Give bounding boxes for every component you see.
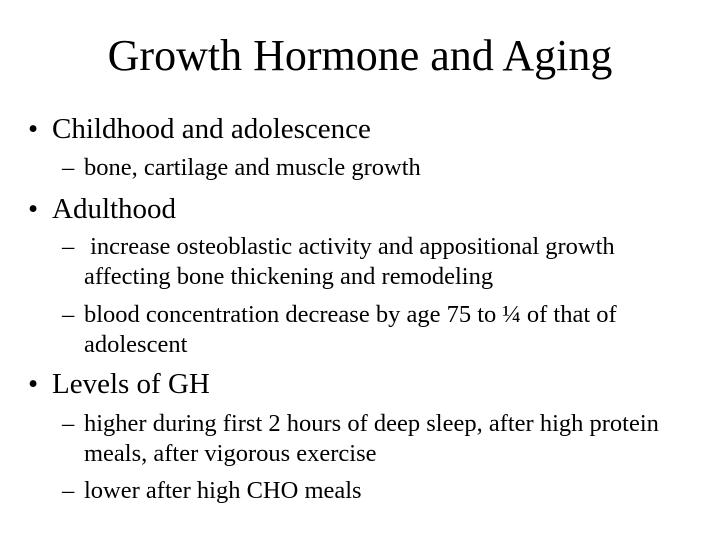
bullet-mark: • (28, 193, 39, 225)
bullet-heading: Childhood and adolescence (52, 113, 371, 145)
bullet-levels-of-gh (28, 367, 210, 401)
slide-title: Growth Hormone and Aging (107, 31, 613, 80)
sub-item (62, 232, 702, 292)
sub-item-text: increase osteoblastic activity and appositional growth affecting bone thickening and remodeling (84, 233, 621, 290)
sub-item (62, 476, 702, 506)
bullet-heading: Levels of GH (52, 368, 210, 400)
sub-item (62, 409, 702, 469)
bullet-heading: Adulthood (52, 193, 177, 225)
bullet-mark: • (28, 113, 39, 145)
dash-mark: – (62, 233, 75, 260)
sub-item-text: blood concentration decrease by age 75 to ¼ of that of adolescent (84, 301, 617, 358)
dash-mark: – (62, 301, 75, 328)
dash-mark: – (62, 410, 75, 437)
sub-item-text: higher during first 2 hours of deep sleep, after high protein meals, after vigorous exercise (84, 410, 659, 467)
bullet-adulthood (28, 192, 176, 226)
dash-mark: – (62, 477, 75, 504)
bullet-childhood (28, 112, 371, 146)
sub-item-text: lower after high CHO meals (84, 477, 362, 504)
sub-item (62, 153, 702, 183)
dash-mark: – (62, 154, 75, 181)
bullet-mark: • (28, 368, 39, 400)
sub-item (62, 300, 702, 360)
sub-item-text: bone, cartilage and muscle growth (84, 154, 421, 181)
